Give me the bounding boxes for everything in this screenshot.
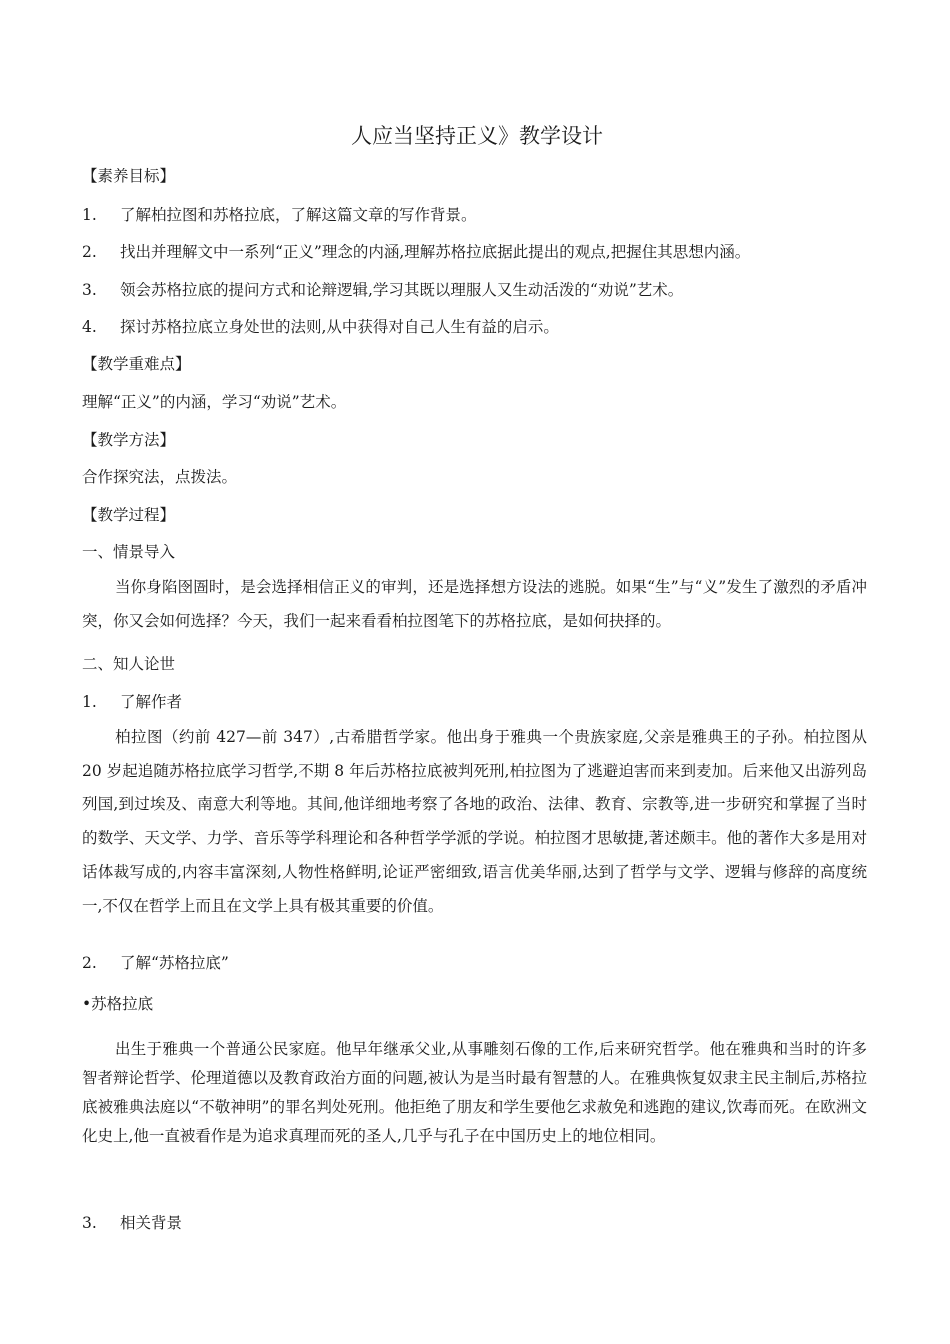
bullet-label: •苏格拉底 xyxy=(82,995,154,1013)
goals-heading: 【素养目标】 xyxy=(82,167,176,185)
sub2-heading xyxy=(82,953,229,973)
goal-item-1-num: 1. xyxy=(82,206,97,224)
goal-item-3 xyxy=(82,280,683,300)
methods-text: 合作探究法，点拨法。 xyxy=(82,468,238,486)
sub3-heading xyxy=(82,1213,182,1233)
sub2-num: 2. xyxy=(82,954,97,972)
goal-item-1 xyxy=(82,205,477,225)
sub2-paragraph: 出生于雅典一个普通公民家庭。他早年继承父业,从事雕刻石像的工作,后来研究哲学。他在雅典和当时的许多智者辩论哲学、伦理道德以及教育政治方面的问题,被认为是当时最有智慧的人。在雅典恢复奴隶主民主制后,苏格拉底被雅典法庭以“不敬神明”的罪名判处死刑。他拒绝了朋友和学生要他乞求赦免和逃跑的建议,饮毒而死。在欧洲文化史上,他一直被看作是为追求真理而死的圣人,几乎与孔子在中国历史上的地位相同。 xyxy=(82,1040,867,1145)
sub3-label: 相关背景 xyxy=(120,1214,183,1232)
sub1-heading xyxy=(82,692,182,712)
goal-item-1-text: 了解柏拉图和苏格拉底，了解这篇文章的写作背景。 xyxy=(120,206,477,224)
sub1-num: 1. xyxy=(82,693,97,711)
key-points-text: 理解“正义”的内涵，学习“劝说”艺术。 xyxy=(82,393,347,411)
sub3-num: 3. xyxy=(82,1214,97,1232)
methods-heading: 【教学方法】 xyxy=(82,431,176,449)
key-points-heading: 【教学重难点】 xyxy=(82,355,191,373)
document-title: 人应当坚持正义》教学设计 xyxy=(351,124,603,148)
process-heading: 【教学过程】 xyxy=(82,506,176,524)
part1-paragraph: 当你身陷囹圄时，是会选择相信正义的审判，还是选择想方设法的逃脱。如果“生”与“义”发生了激烈的矛盾冲突，你又会如何选择？今天，我们一起来看看柏拉图笔下的苏格拉底，是如何抉择的。 xyxy=(82,578,867,630)
sub1-label: 了解作者 xyxy=(120,693,183,711)
part1-heading: 一、情景导入 xyxy=(82,543,176,561)
goal-item-4 xyxy=(82,317,559,337)
goal-item-3-num: 3. xyxy=(82,281,97,299)
goal-item-3-text: 领会苏格拉底的提问方式和论辩逻辑,学习其既以理服人又生动活泼的“劝说”艺术。 xyxy=(120,281,684,299)
sub1-paragraph: 柏拉图（约前 427—前 347）,古希腊哲学家。他出身于雅典一个贵族家庭,父亲是雅典王的子孙。柏拉图从 20 岁起追随苏格拉底学习哲学,不期 8 年后苏格拉底被判死刑,柏拉图为了逃避迫害而来到麦加。后来他又出游列岛列国,到过埃及、南意大利等地。其间,他详细地考察了各地的政治、法律、教育、宗教等,进一步研究和掌握了当时的数学、天文学、力学、音乐等学科理论和各种哲学学派的学说。柏拉图才思敏捷,著述颇丰。他的著作大多是用对话体裁写成的,内容丰富深刻,人物性格鲜明,论证严密细致,语言优美华丽,达到了哲学与文学、逻辑与修辞的高度统一,不仅在哲学上而且在文学上具有极其重要的价值。 xyxy=(82,728,867,915)
goal-item-2-num: 2. xyxy=(82,243,97,261)
goal-item-2-text: 找出并理解文中一系列“正义”理念的内涵,理解苏格拉底据此提出的观点,把握住其思想内涵。 xyxy=(120,243,751,261)
part2-heading: 二、知人论世 xyxy=(82,655,176,673)
goal-item-4-text: 探讨苏格拉底立身处世的法则,从中获得对自己人生有益的启示。 xyxy=(120,318,559,336)
sub2-label: 了解“苏格拉底” xyxy=(120,954,229,972)
goal-item-4-num: 4. xyxy=(82,318,97,336)
goal-item-2 xyxy=(82,242,750,262)
